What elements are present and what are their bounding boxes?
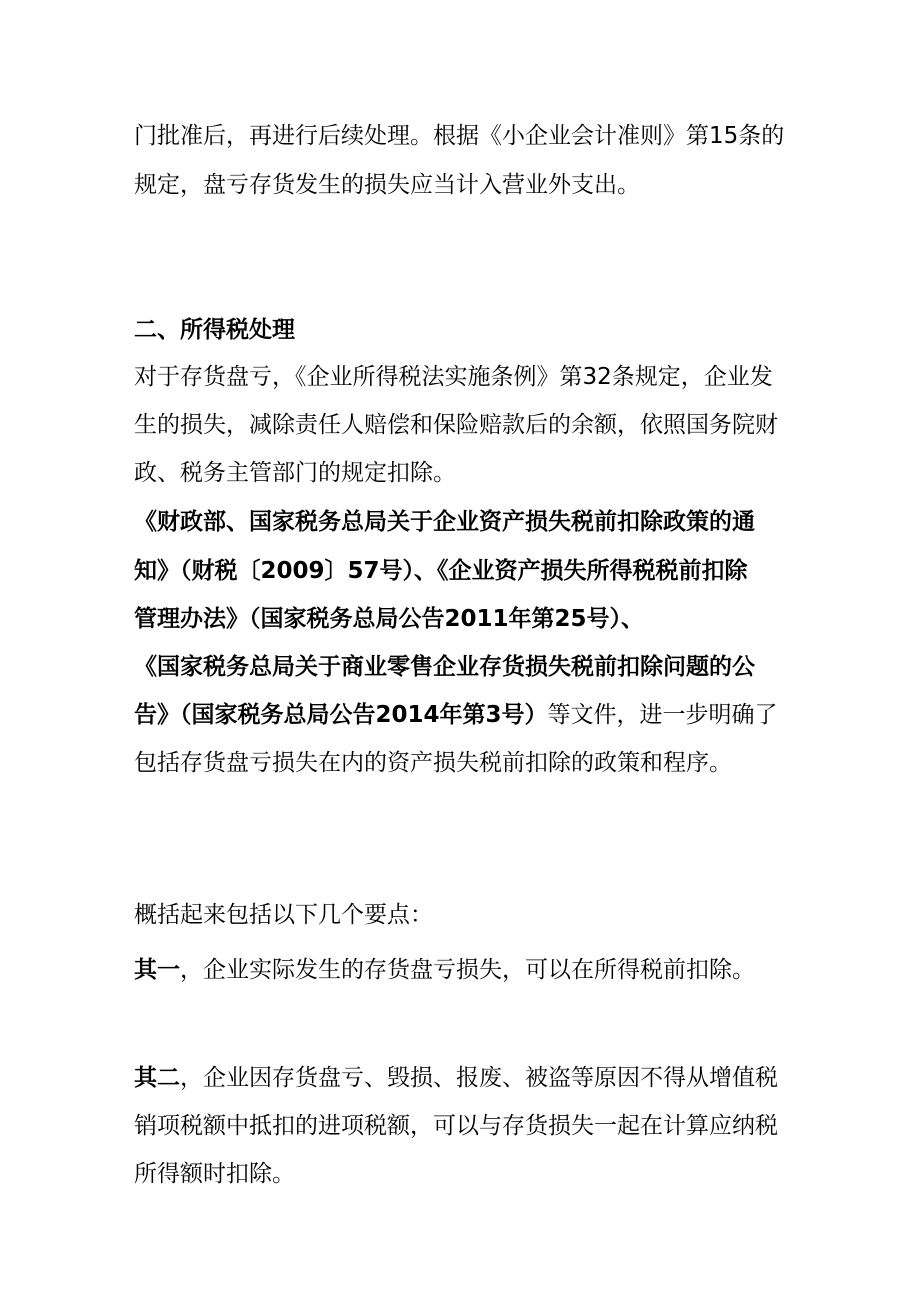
section-body-line-1: 对于存货盘亏，《企业所得税法实施条例》第32条规定，企业发 [134, 364, 773, 390]
point-two-line-2: 销项税额中抵扣的进项税额，可以与存货损失一起在计算应纳税 [134, 1113, 778, 1139]
point-two-text-1: ，企业因存货盘亏、毁损、报废、被盗等原因不得从增值税 [180, 1065, 778, 1091]
intro-line-1: 门批准后，再进行后续处理。根据《小企业会计准则》第15条的 [134, 123, 785, 149]
point-two-line-3: 所得额时扣除。 [134, 1161, 295, 1187]
regulation-line-5-bold: 告》（国家税务总局公告2014年第3号） [134, 702, 548, 728]
point-two-line-1 [134, 1063, 778, 1093]
regulation-line-5-normal: 等文件，进一步明确了 [547, 702, 778, 728]
section-body-line-2: 生的损失，减除责任人赔偿和保险赔款后的余额，依照国务院财 [134, 412, 778, 438]
regulation-line-5 [134, 700, 778, 730]
regulation-line-1: 《财政部、国家税务总局关于企业资产损失税前扣除政策的通 [134, 509, 755, 535]
regulation-line-2: 知》（财税〔2009〕57号）、《企业资产损失所得税税前扣除 [134, 558, 748, 584]
regulation-line-4: 《国家税务总局关于商业零售企业存货损失税前扣除问题的公 [134, 654, 755, 680]
section-heading: 二、所得税处理 [134, 317, 295, 343]
summary-intro: 概括起来包括以下几个要点： [134, 902, 433, 928]
regulation-summary-line: 包括存货盘亏损失在内的资产损失税前扣除的政策和程序。 [134, 750, 732, 776]
intro-line-2: 规定，盘亏存货发生的损失应当计入营业外支出。 [134, 172, 640, 198]
section-body-line-3: 政、税务主管部门的规定扣除。 [134, 460, 456, 486]
point-one-text: ，企业实际发生的存货盘亏损失，可以在所得税前扣除。 [180, 957, 755, 983]
point-one-label: 其一 [134, 957, 180, 983]
point-one [134, 955, 755, 985]
point-two-label: 其二 [134, 1065, 180, 1091]
regulation-line-3: 管理办法》（国家税务总局公告2011年第25号）、 [134, 606, 645, 632]
